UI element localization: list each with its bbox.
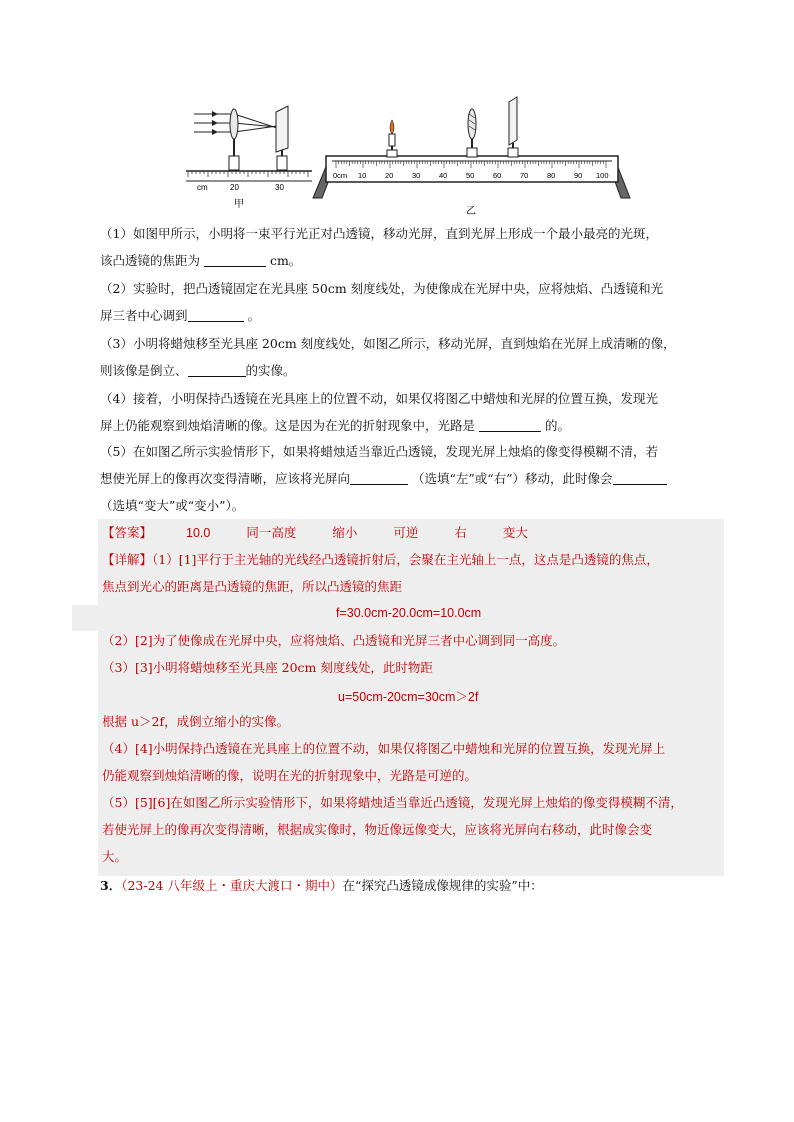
answer-blank[interactable]: [188, 362, 246, 377]
ruler-jia-tick-label: 20: [230, 183, 239, 192]
question-text: 在“探究凸透镜成像规律的实验”中：: [342, 878, 543, 893]
question-number: 3．: [100, 878, 122, 893]
ruler-jia-unit: cm: [197, 183, 208, 192]
question-1-line-1: （1）如图甲所示，小明将一束平行光正对凸透镜，移动光屏，直到光屏上形成一个最小最亮的光斑，: [100, 226, 658, 241]
question-1: [100, 220, 720, 274]
detail-line: （5）[5][6]在如图乙所示实验情形下，如果将蜡烛适当靠近凸透镜，发现光屏上烛焰的像变得模糊不清，: [102, 795, 683, 810]
bench-tick-label: 50: [466, 171, 475, 180]
convex-lens: [230, 109, 238, 139]
candle-holder: [387, 150, 397, 157]
question-2-text: 。: [243, 308, 260, 323]
figures-area: [0, 0, 794, 222]
detail-line: [102, 546, 659, 573]
answer-item: 变大: [502, 525, 528, 540]
question-2-line-1: （2）实验时，把凸透镜固定在光具座 50cm 刻度线处，为使像成在光屏中央，应将烛焰、凸透镜和光: [100, 281, 664, 296]
screen-holder: [508, 148, 518, 157]
bench-tick-label: 20: [385, 171, 394, 180]
question-1-text: 该凸透镜的焦距为: [100, 253, 204, 268]
detail-text: （1）[1]平行于主光轴的光线经凸透镜折射后，会聚在主光轴上一点，这点是凸透镜的焦点，: [152, 552, 659, 567]
ray-arrows: [212, 111, 218, 135]
answer-item: 10.0: [186, 526, 211, 540]
lens-holder: [229, 156, 239, 170]
answer-item: 缩小: [332, 525, 358, 540]
candle-body: [389, 134, 395, 146]
detail-label: 【详解】: [102, 552, 153, 567]
optics-figures: [0, 0, 794, 222]
question-3-text: 则该像是倒立、: [100, 363, 188, 378]
question-source: （23-24 八年级上・重庆大渡口・期中）: [121, 878, 343, 893]
bench-tick-label: 40: [439, 171, 448, 180]
lens-yi: [467, 109, 477, 157]
answer-item: 同一高度: [246, 525, 297, 540]
answer-line: [102, 519, 564, 547]
bench-tick-label: 100: [596, 171, 609, 180]
detail-line: 焦点到光心的距离是凸透镜的焦距，所以凸透镜的焦距: [102, 579, 403, 594]
bench-tick-label: 70: [520, 171, 529, 180]
ruler-jia-ticks: [188, 171, 308, 177]
detail-line: （4）[4]小明保持凸透镜在光具座上的位置不动，如果仅将图乙中蜡烛和光屏的位置互换，发现光屏上: [102, 741, 666, 756]
detail-line: 根据 u＞2f，成倒立缩小的实像。: [102, 714, 290, 729]
question-5: [100, 438, 720, 519]
formula-focal-length: f=30.0cm-20.0cm=10.0cm: [336, 606, 482, 620]
detail-line: （2）[2]为了使像成在光屏中央，应将烛焰、凸透镜和光屏三者中心调到同一高度。: [102, 633, 566, 648]
answer-label: 【答案】: [102, 525, 153, 540]
question-2-line-2: [100, 302, 720, 329]
bench-start-label: 0cm: [333, 171, 348, 180]
question-3-heading: [100, 872, 543, 899]
detail-line: （3）[3]小明将蜡烛移至光具座 20cm 刻度线处，此时物距: [102, 660, 433, 675]
bench-tick-label: 90: [574, 171, 583, 180]
figure-jia: [186, 106, 312, 210]
question-4-text: 的。: [540, 418, 570, 433]
figure-yi: [313, 97, 630, 217]
candle: [387, 120, 397, 157]
light-screen: [276, 106, 288, 152]
lens-holder: [467, 148, 477, 157]
bench-tick-label: 30: [412, 171, 421, 180]
question-3: [100, 330, 720, 384]
question-5-line-3: （选填“变大”或“变小”）。: [100, 498, 245, 513]
formula-object-distance: u=50cm-20cm=30cm＞2f: [338, 690, 479, 704]
question-4-line-2: [100, 412, 720, 439]
detail-line: 大。: [102, 849, 128, 864]
question-5-line-1: （5）在如图乙所示实验情形下，如果将蜡烛适当靠近凸透镜，发现光屏上烛焰的像变得模糊不清，若: [100, 444, 658, 459]
screen-yi: [508, 97, 518, 157]
figure-yi-caption: 乙: [466, 206, 476, 217]
question-1-line-2: [100, 247, 720, 274]
answer-blank[interactable]: [204, 252, 266, 267]
detail-line: 仍能观察到烛焰清晰的像，说明在光的折射现象中，光路是可逆的。: [102, 768, 478, 783]
answer-box-tab: [72, 605, 98, 631]
figure-jia-caption: 甲: [234, 199, 244, 210]
question-3-text: 的实像。: [245, 363, 296, 378]
answer-blank[interactable]: [350, 470, 408, 485]
question-2: [100, 275, 720, 329]
question-4-text: 屏上仍能观察到烛焰清晰的像。这是因为在光的折射现象中，光路是: [100, 418, 479, 433]
answer-item: 可逆: [393, 525, 419, 540]
detail-line: 若使光屏上的像再次变得清晰，根据成实像时，物近像远像变大，应该将光屏向右移动，此时像会变: [102, 822, 653, 837]
screen-holder: [277, 156, 287, 170]
question-5-text: （选填“左”或“右”）移动，此时像会: [408, 471, 613, 486]
bench-tick-label: 80: [547, 171, 556, 180]
ruler-jia-tick-label: 30: [275, 183, 284, 192]
question-3-line-2: [100, 357, 720, 384]
question-3-line-1: （3）小明将蜡烛移至光具座 20cm 刻度线处，如图乙所示，移动光屏，直到烛焰在光屏上成清晰的像，: [100, 336, 676, 351]
question-5-text: 想使光屏上的像再次变得清晰，应该将光屏向: [100, 471, 351, 486]
answer-blank[interactable]: [188, 307, 244, 322]
bench-tick-label: 10: [358, 171, 367, 180]
bench-tick-label: 60: [493, 171, 502, 180]
question-4: [100, 385, 720, 439]
question-1-text: cm。: [265, 253, 302, 268]
candle-flame-icon: [390, 120, 394, 134]
question-4-line-1: （4）接着，小明保持凸透镜在光具座上的位置不动，如果仅将图乙中蜡烛和光屏的位置互换，发现光: [100, 391, 658, 406]
question-5-line-2: [100, 465, 720, 492]
answer-blank[interactable]: [479, 417, 541, 432]
answer-item: 右: [454, 525, 467, 540]
question-2-text: 屏三者中心调到: [100, 308, 188, 323]
light-screen: [509, 97, 517, 145]
answer-blank[interactable]: [613, 470, 667, 485]
